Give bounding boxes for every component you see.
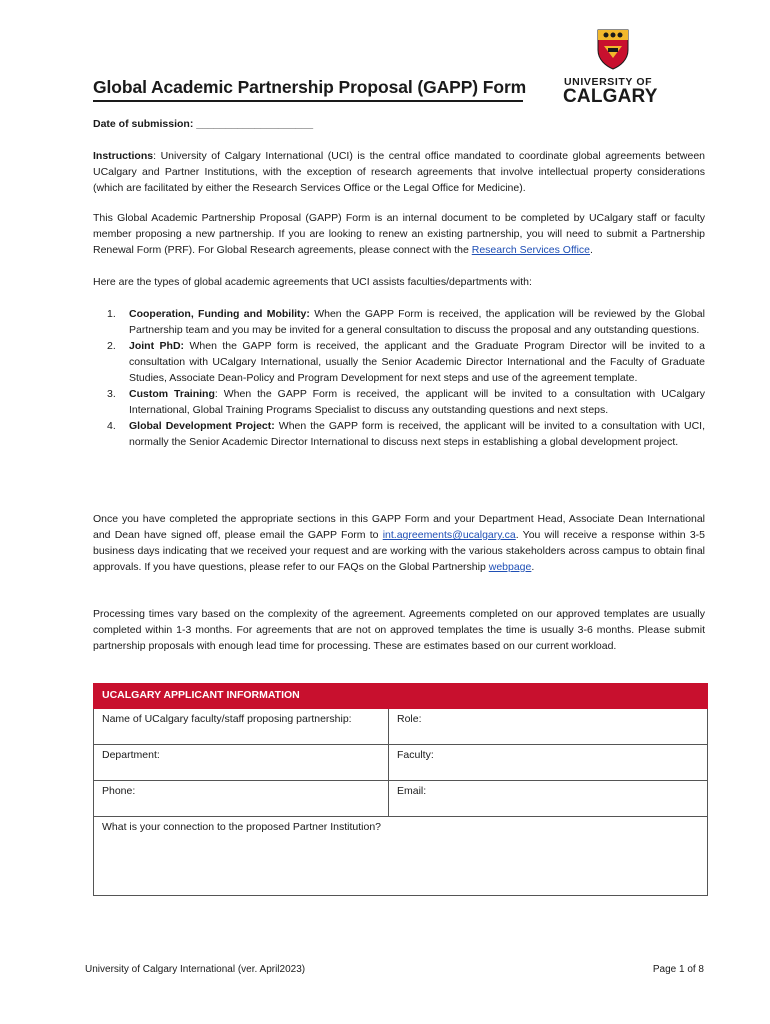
list-item bbox=[93, 338, 705, 386]
list-number: 1. bbox=[107, 308, 116, 320]
table-heading: UCALGARY APPLICANT INFORMATION bbox=[94, 684, 708, 709]
date-blank[interactable]: ____________________ bbox=[193, 118, 314, 130]
list-item bbox=[93, 418, 705, 450]
list-number: 3. bbox=[107, 388, 116, 400]
phone-field[interactable]: Phone: bbox=[94, 781, 389, 817]
instructions-label: Instructions bbox=[93, 150, 154, 162]
page-title: Global Academic Partnership Proposal (GAPP) Form bbox=[93, 77, 527, 97]
intro-end: . bbox=[590, 244, 593, 256]
logo-line-2: CALGARY bbox=[563, 86, 658, 107]
crest-icon bbox=[596, 28, 630, 70]
list-item-text: When the GAPP form is received, the applicant will be invited to a consultation with UCI, normally the Senior Academic Director International to discuss next steps in establishing a global development project. bbox=[129, 420, 705, 448]
processing-paragraph: Processing times vary based on the complexity of the agreement. Agreements completed on our approved templates are usually completed within 1-3 months. For agreements that are not on approved templates the time is usually 3-6 months. Please submit partnership proposals with enough lead time for processing. These are estimates based on our current workload. bbox=[93, 608, 705, 652]
name-field[interactable]: Name of UCalgary faculty/staff proposing partnership: bbox=[94, 709, 389, 745]
connection-field[interactable]: What is your connection to the proposed Partner Institution? bbox=[94, 817, 708, 896]
webpage-link[interactable]: webpage bbox=[488, 561, 532, 573]
agreement-types-list bbox=[93, 306, 705, 450]
page-number: Page 1 of 8 bbox=[652, 964, 704, 975]
list-number: 2. bbox=[107, 340, 116, 352]
research-services-link[interactable]: Research Services Office bbox=[471, 244, 591, 256]
list-item bbox=[93, 386, 705, 418]
list-item bbox=[93, 306, 705, 338]
list-number: 4. bbox=[107, 420, 116, 432]
intro-text: This Global Academic Partnership Proposal (GAPP) Form is an internal document to be completed by UCalgary staff or faculty member proposing a new partnership. If you are looking to renew an existing partnership, you will need to submit a Partnership Renewal Form (PRF). For Global Research agreements, please connect with the bbox=[93, 212, 705, 256]
applicant-info-table bbox=[93, 683, 708, 896]
logo-line-1: UNIVERSITY OF bbox=[564, 76, 653, 88]
list-item-text: : When the GAPP Form is received, the applicant will be invited to a consultation with UCalgary International, Global Training Programs Specialist to discuss any outstanding questions and next steps. bbox=[129, 388, 705, 416]
instructions-text: : University of Calgary International (UCI) is the central office mandated to coordinate global agreements between UCalgary and Partner Institutions, with the exception of research agreements that involve intellectual property considerations (which are facilitated by either the Research Services Office or the Legal Office for Medicine). bbox=[93, 150, 705, 194]
faculty-field[interactable]: Faculty: bbox=[389, 745, 708, 781]
types-intro: Here are the types of global academic agreements that UCI assists faculties/departments with: bbox=[93, 276, 532, 288]
list-item-text: When the GAPP Form is received, the application will be reviewed by the Global Partnership team and you may be invited for a general consultation to discuss the proposal and any outstanding questions. bbox=[129, 308, 705, 336]
department-field[interactable]: Department: bbox=[94, 745, 389, 781]
instructions-paragraph bbox=[93, 148, 705, 196]
date-of-submission bbox=[93, 118, 313, 130]
completion-text-1: Once you have completed the appropriate sections in this GAPP Form and your Department Head, Associate Dean International and Dean have signed off, please email the GAPP Form to bbox=[93, 513, 705, 541]
list-item-title: Cooperation, Funding and Mobility: bbox=[129, 308, 310, 320]
date-label: Date of submission: bbox=[93, 118, 194, 130]
list-item-title: Custom Training bbox=[129, 388, 215, 400]
email-field[interactable]: Email: bbox=[389, 781, 708, 817]
footer-version: University of Calgary International (ver. April2023) bbox=[85, 964, 306, 975]
completion-text-3: . bbox=[531, 561, 535, 573]
email-link[interactable]: int.agreements@ucalgary.ca bbox=[382, 529, 516, 541]
intro-paragraph bbox=[93, 210, 705, 258]
role-field[interactable]: Role: bbox=[389, 709, 708, 745]
list-item-title: Global Development Project: bbox=[129, 420, 275, 432]
title-underline bbox=[93, 100, 523, 102]
completion-text-2: . You will receive a response within 3-5 business days indicating that we received your request and are working with the various stakeholders across campus to obtain final approvals. If you have questions, please refer to our FAQs on the Global Partnership bbox=[93, 529, 705, 573]
list-item-title: Joint PhD: bbox=[129, 340, 185, 352]
completion-paragraph bbox=[93, 511, 705, 575]
list-item-text: When the GAPP form is received, the applicant and the Graduate Program Director will be invited to a consultation with UCalgary International, usually the Senior Academic Director International and the Faculty of Graduate Studies, Associate Dean-Policy and Program Development for next steps and use of the agreement template. bbox=[129, 340, 705, 384]
